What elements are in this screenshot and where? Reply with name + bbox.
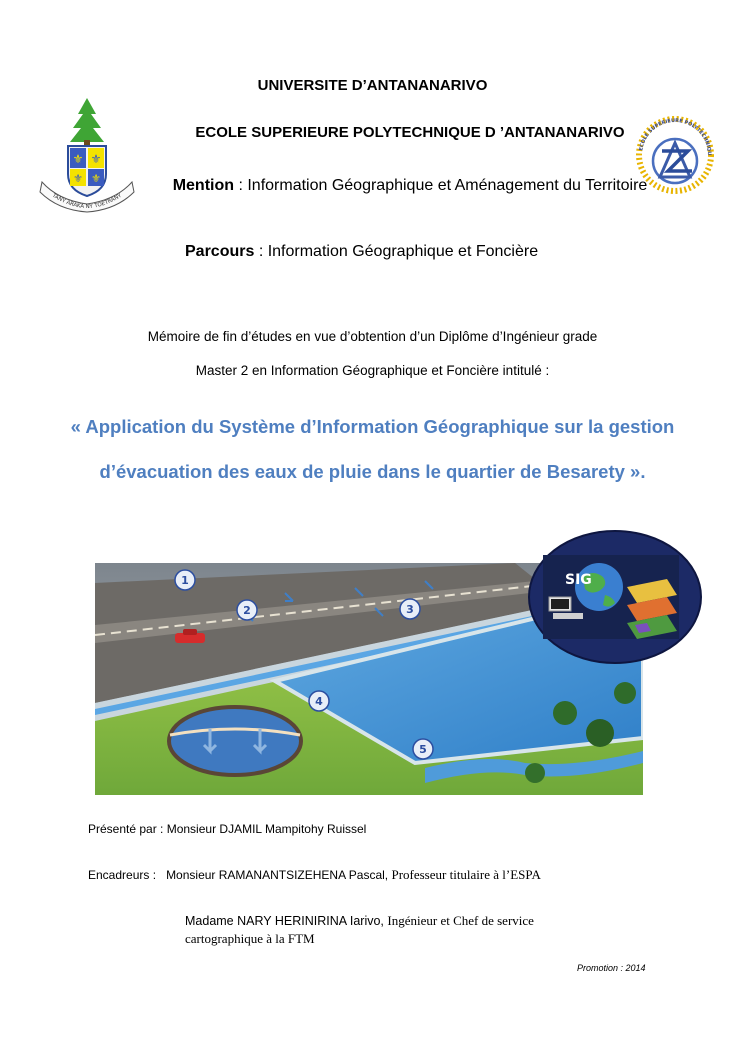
supervisors-line xyxy=(88,867,541,883)
parcours-label: Parcours xyxy=(185,243,255,260)
svg-text:⚜: ⚜ xyxy=(90,152,102,166)
mention-line xyxy=(120,171,700,200)
crest-motto: TANY ARAKA NY TOETRANY xyxy=(50,192,123,211)
sig-badge-text: SIG xyxy=(565,572,592,588)
parcours-line xyxy=(185,243,538,261)
memoire-line-2: Master 2 en Information Géographique et Foncière intitulé : xyxy=(195,363,550,378)
supervisors-label: Encadreurs : xyxy=(88,868,157,882)
thesis-title: « Application du Système d’Information Géographique sur la gestion d’évacuation des eaux de pluie dans le quartier de Besarety ». xyxy=(70,416,675,482)
parcours-text: : Information Géographique et Foncière xyxy=(254,243,539,260)
espa-motto: ECOLE SUPERIEURE POLYTECHNIQU xyxy=(638,117,713,156)
university-name: UNIVERSITE D’ANTANANARIVO xyxy=(257,77,488,94)
svg-text:⚜: ⚜ xyxy=(72,152,84,166)
sig-badge xyxy=(527,529,703,665)
tree-icon xyxy=(70,98,104,148)
school-name: ECOLE SUPERIEURE POLYTECHNIQUE D ’ANTANANARIVO xyxy=(195,124,625,141)
map-layers-icon xyxy=(627,579,677,639)
supervisor-2-name: Madame NARY HERINIRINA Iarivo, xyxy=(185,914,388,928)
supervisor-1-role: Professeur titulaire à l’ESPA xyxy=(391,867,541,882)
supervisor-1-name: Monsieur RAMANANTSIZEHENA Pascal, xyxy=(166,868,392,882)
supervisor-2-role: Ingénieur et Chef de service cartographique à la FTM xyxy=(185,913,534,946)
marker-1: 1 xyxy=(181,574,189,587)
promotion-year: Promotion : 2014 xyxy=(577,963,646,973)
marker-5: 5 xyxy=(419,743,427,756)
marker-3: 3 xyxy=(406,603,414,616)
marker-4: 4 xyxy=(315,695,323,708)
memoire-line-1: Mémoire de fin d’études en vue d’obtention d’un Diplôme d’Ingénieur grade xyxy=(147,329,598,344)
supervisor-2 xyxy=(185,912,605,948)
mention-label: Mention xyxy=(172,177,235,194)
mention-text: : Information Géographique et Aménagement du Territoire xyxy=(234,177,648,194)
presented-by: Présenté par : Monsieur DJAMIL Mampitohy Ruissel xyxy=(88,822,367,836)
svg-text:⚜: ⚜ xyxy=(91,172,101,185)
inset-cross-section-icon xyxy=(169,707,301,775)
svg-text:⚜: ⚜ xyxy=(73,172,83,185)
marker-2: 2 xyxy=(243,604,251,617)
memoire-description xyxy=(0,320,745,388)
